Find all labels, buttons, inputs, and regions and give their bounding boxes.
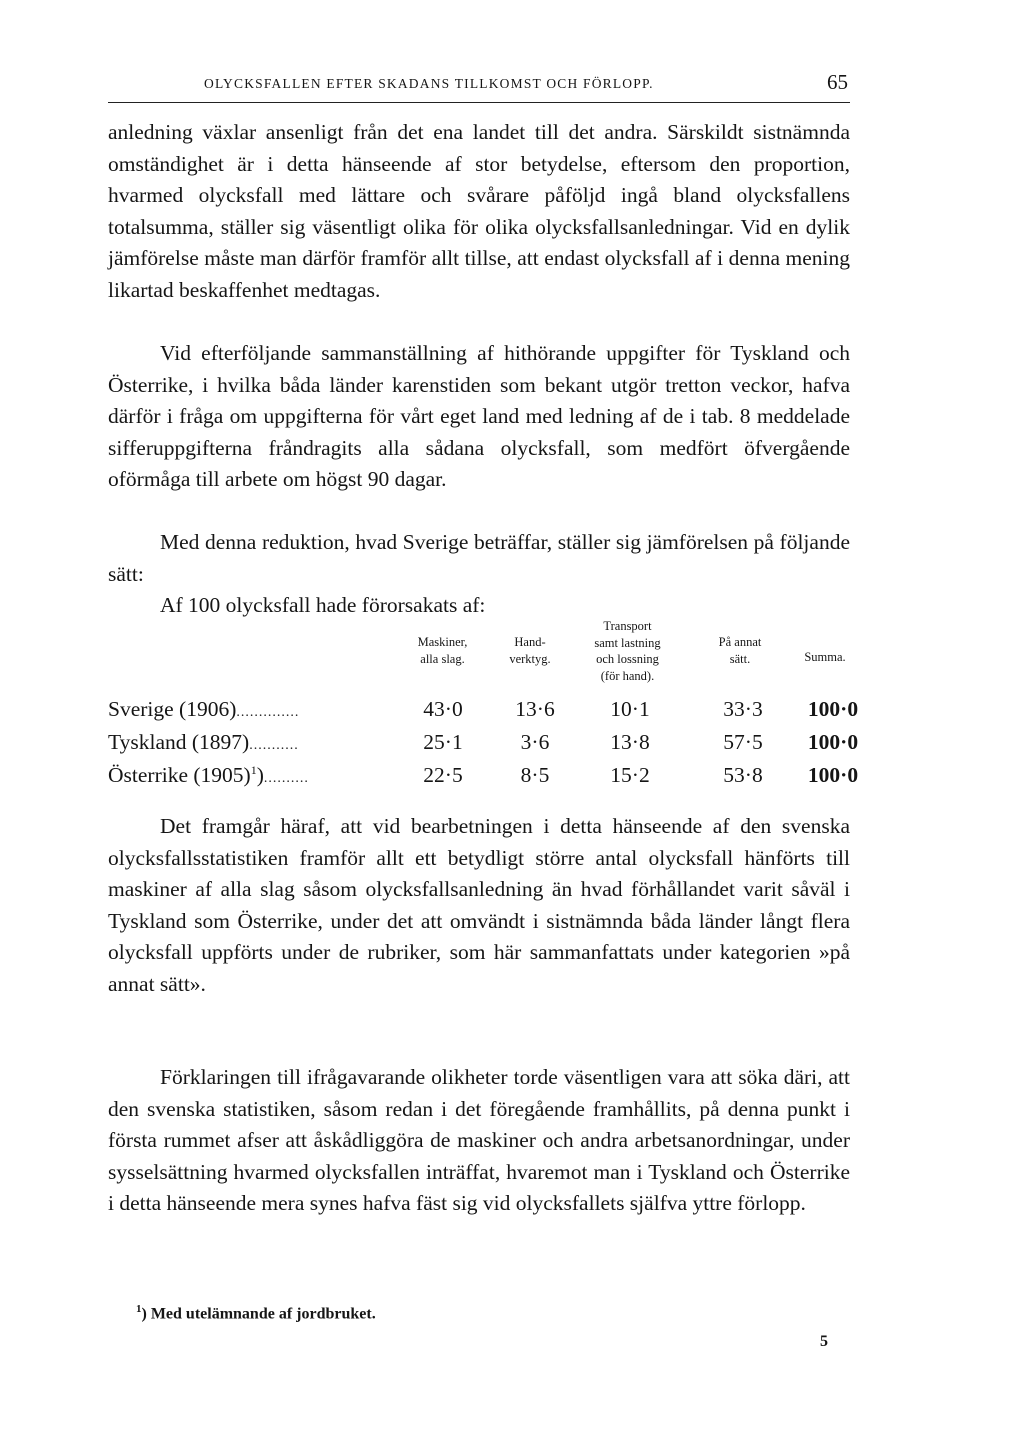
column-header-handverktyg: Hand- verktyg.	[509, 635, 551, 666]
cell-transport: 13·8	[610, 730, 650, 754]
cell-summa: 100·0	[807, 730, 859, 754]
running-header	[108, 66, 850, 103]
running-title: OLYCKSFALLEN EFTER SKADANS TILLKOMST OCH FÖRLOPP.	[204, 76, 654, 91]
footnote-text: Med utelämnande af jordbruket.	[150, 1305, 376, 1323]
cell-pa-annat-satt: 53·8	[723, 763, 763, 787]
cell-handverktyg: 3·6	[520, 730, 550, 754]
table-row	[108, 730, 859, 760]
cell-maskiner: 43·0	[423, 697, 463, 721]
column-header-summa: Summa.	[804, 650, 846, 664]
cell-summa: 100·0	[807, 763, 859, 787]
cell-maskiner: 22·5	[423, 763, 463, 787]
paragraph-4: Af 100 olycksfall hade förorsakats af:	[160, 593, 486, 617]
cell-handverktyg: 13·6	[515, 697, 555, 721]
table-row	[108, 697, 859, 727]
cell-transport: 15·2	[610, 763, 650, 787]
paragraph-6: Förklaringen till ifrågavarande olikheter torde väsentligen vara att söka däri, att den svenska statistiken, såsom redan i det föregående framhållits, på denna punkt i första rummet afser att åskådliggöra de maskiner och andra arbetsanordningar, under sysselsättning hvarmed olycksfallen inträffat, hvaremot man i Tyskland och Österrike i detta hänseende mera synes hafva fäst sig vid olycksfallets själfva yttre förlopp.	[108, 1065, 850, 1216]
row-country: Tyskland (1897)...........	[108, 730, 299, 754]
cell-maskiner: 25·1	[423, 730, 463, 754]
row-country: Sverige (1906)..............	[108, 697, 300, 721]
cell-transport: 10·1	[610, 697, 650, 721]
footnote: $^1$) Med utelämnande af jordbruket.	[136, 1303, 376, 1323]
paragraph-2: Vid efterföljande sammanställning af hithörande uppgifter för Tyskland och Österrike, i hvilka båda länder karenstiden som bekant utgör tretton veckor, hafva därför i fråga om uppgifterna för vårt eget land med ledning af de i tab. 8 meddelade sifferuppgifterna fråndragits alla sådana olycksfall, som medfört öfvergående oförmåga till arbete om högst 90 dagar.	[108, 341, 850, 492]
page-number: 65	[827, 70, 848, 94]
cell-pa-annat-satt: 57·5	[723, 730, 763, 754]
column-header-pa-annat-satt: På annat sätt.	[718, 635, 762, 666]
column-header-maskiner: Maskiner, alla slag.	[417, 635, 468, 666]
footnote-ref: 1	[250, 763, 257, 777]
paragraph-1: anledning växlar ansenligt från det ena landet till det andra. Särskildt sistnämnda omständighet är i detta hänseende af stor betydelse, eftersom den proportion, hvarmed olycksfall med lättare och svårare påföljd ingå bland olycksfallens totalsumma, ställer sig väsentligt olika för olika olycksfallsanledningar. Vid en dylik jämförelse måste man därför framför allt tillse, att endast olycksfall af i denna mening likartad beskaffenhet medtagas.	[108, 120, 850, 302]
column-header-transport: Transport samt lastning och lossning (för hand).	[594, 619, 661, 683]
paragraph-5: Det framgår häraf, att vid bearbetningen i detta hänseende af den svenska olycksfallsstatistiken framför allt ett betydligt större antal olycksfall hänförts till maskiner af alla slag såsom olycksfallsanledning än hvad förhållandet varit såväl i Tyskland som Österrike, under det att omvändt i sistnämnda båda länder långt flera olycksfall uppförts under de rubriker, som här sammanfattats under kategorien »på annat sätt».	[108, 814, 850, 996]
cell-pa-annat-satt: 33·3	[723, 697, 763, 721]
row-country: Österrike $(1905)^1$)..........	[108, 763, 309, 788]
paragraph-3: Med denna reduktion, hvad Sverige beträffar, ställer sig jämförelsen på följande sätt:	[108, 530, 850, 586]
cell-summa: 100·0	[807, 697, 859, 721]
footnote-marker: 1	[136, 1303, 142, 1315]
cell-handverktyg: 8·5	[520, 763, 550, 787]
table-row	[108, 763, 859, 793]
signature-mark: 5	[820, 1333, 828, 1350]
